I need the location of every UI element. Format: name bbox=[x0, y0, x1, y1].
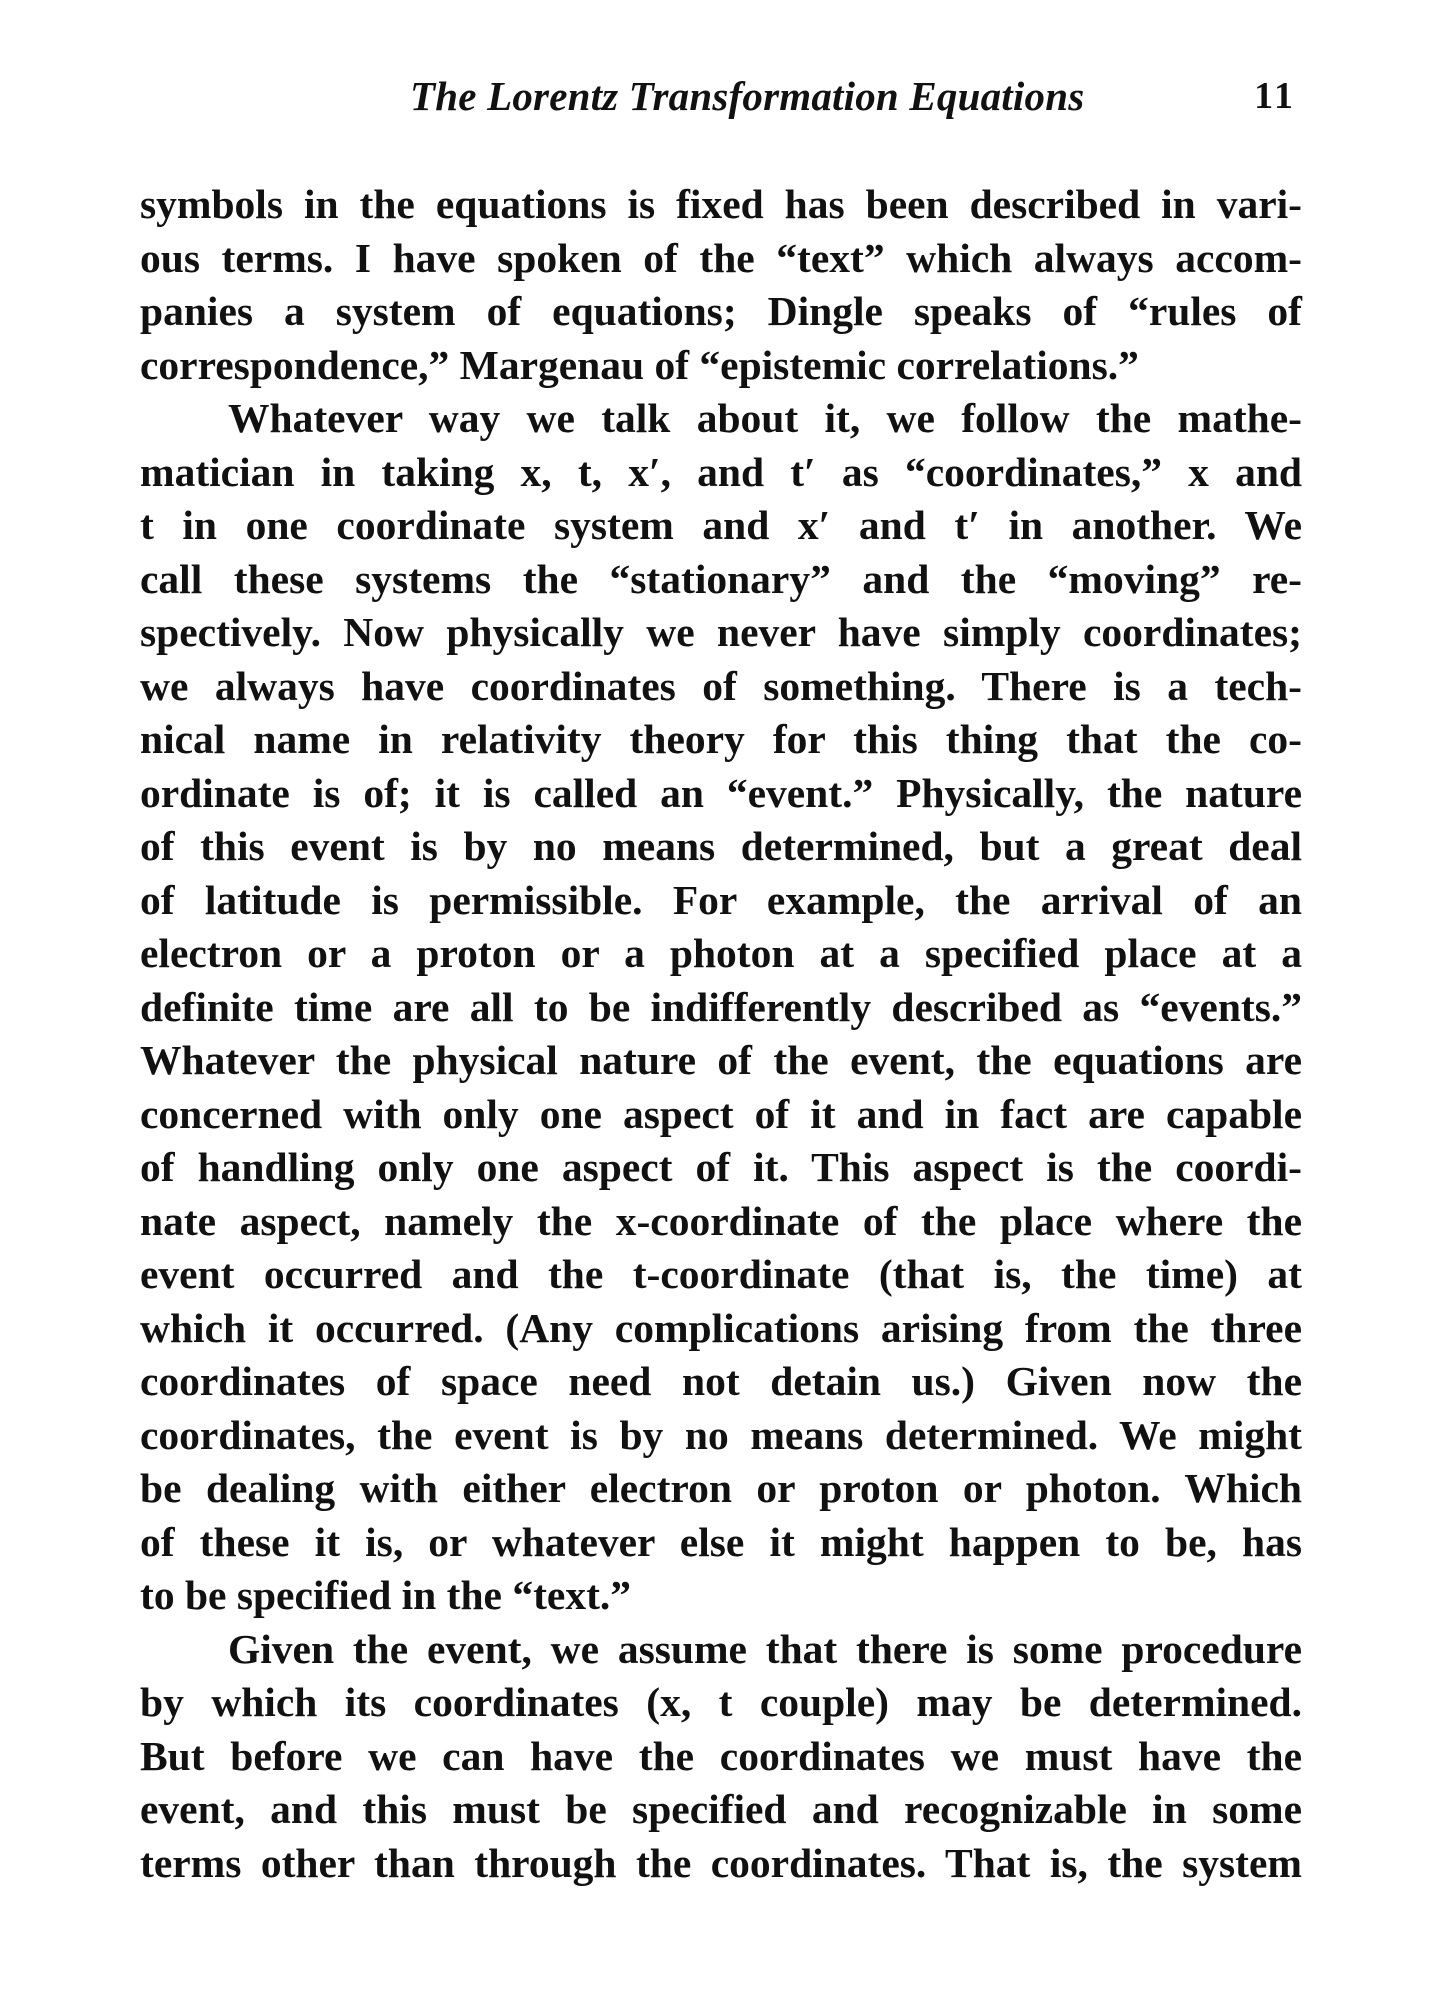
running-title: The Lorentz Transformation Equations bbox=[410, 73, 1085, 119]
text-line: be dealing with either electron or proton or photon. Which bbox=[140, 1465, 1302, 1511]
text-line: t in one coordinate system and x′ and t′ in another. We bbox=[140, 502, 1302, 548]
text-line: correspondence,” Margenau of “epistemic correlations.” bbox=[140, 341, 1139, 388]
text-line: matician in taking x, t, x′, and t′ as “coordinates,” x and bbox=[140, 448, 1302, 495]
text-line: nical name in relativity theory for this thing that the co- bbox=[140, 716, 1302, 762]
text-line: spectively. Now physically we never have simply coordinates; bbox=[140, 609, 1302, 655]
text-line: coordinates of space need not detain us.) Given now the bbox=[140, 1358, 1302, 1404]
text-line: we always have coordinates of something. There is a tech- bbox=[140, 662, 1302, 709]
running-head bbox=[140, 72, 1310, 128]
body-text bbox=[140, 178, 1302, 1890]
text-line: by which its coordinates (x, t couple) may be determined. bbox=[140, 1679, 1302, 1725]
text-line: terms other than through the coordinates. That is, the system bbox=[140, 1839, 1302, 1886]
text-line: ous terms. I have spoken of the “text” which always accom- bbox=[140, 234, 1302, 281]
text-line: concerned with only one aspect of it and in fact are capable bbox=[140, 1090, 1302, 1137]
text-line: event, and this must be specified and recognizable in some bbox=[140, 1786, 1302, 1832]
text-line: Given the event, we assume that there is some procedure bbox=[228, 1625, 1302, 1672]
text-line: of these it is, or whatever else it might happen to be, has bbox=[140, 1518, 1302, 1565]
text-line: of handling only one aspect of it. This aspect is the coordi- bbox=[140, 1144, 1302, 1190]
text-line: event occurred and the t-coordinate (that is, the time) at bbox=[140, 1251, 1302, 1297]
text-line: of latitude is permissible. For example, the arrival of an bbox=[140, 876, 1302, 923]
text-line: Whatever way we talk about it, we follow the mathe- bbox=[228, 395, 1302, 441]
text-line: panies a system of equations; Dingle speaks of “rules of bbox=[140, 288, 1302, 334]
text-line: electron or a proton or a photon at a specified place at a bbox=[140, 930, 1302, 976]
text-line: coordinates, the event is by no means determined. We might bbox=[140, 1411, 1302, 1458]
text-line: Whatever the physical nature of the event, the equations are bbox=[140, 1037, 1302, 1083]
text-line: of this event is by no means determined, but a great deal bbox=[140, 823, 1302, 869]
text-line: ordinate is of; it is called an “event.” Physically, the nature bbox=[140, 769, 1302, 816]
text-line: to be specified in the “text.” bbox=[140, 1572, 632, 1618]
text-line: call these systems the “stationary” and the “moving” re- bbox=[140, 555, 1302, 602]
paragraph-1 bbox=[140, 178, 1302, 392]
paragraph-3 bbox=[140, 1623, 1302, 1891]
text-line: which it occurred. (Any complications arising from the three bbox=[140, 1304, 1302, 1351]
paragraph-2 bbox=[140, 392, 1302, 1623]
text-line: nate aspect, namely the x-coordinate of the place where the bbox=[140, 1197, 1302, 1244]
page-number: 11 bbox=[1254, 75, 1296, 117]
text-line: definite time are all to be indifferently described as “events.” bbox=[140, 983, 1302, 1030]
text-line: But before we can have the coordinates we must have the bbox=[140, 1732, 1302, 1779]
text-line: symbols in the equations is fixed has been described in vari- bbox=[140, 181, 1302, 227]
